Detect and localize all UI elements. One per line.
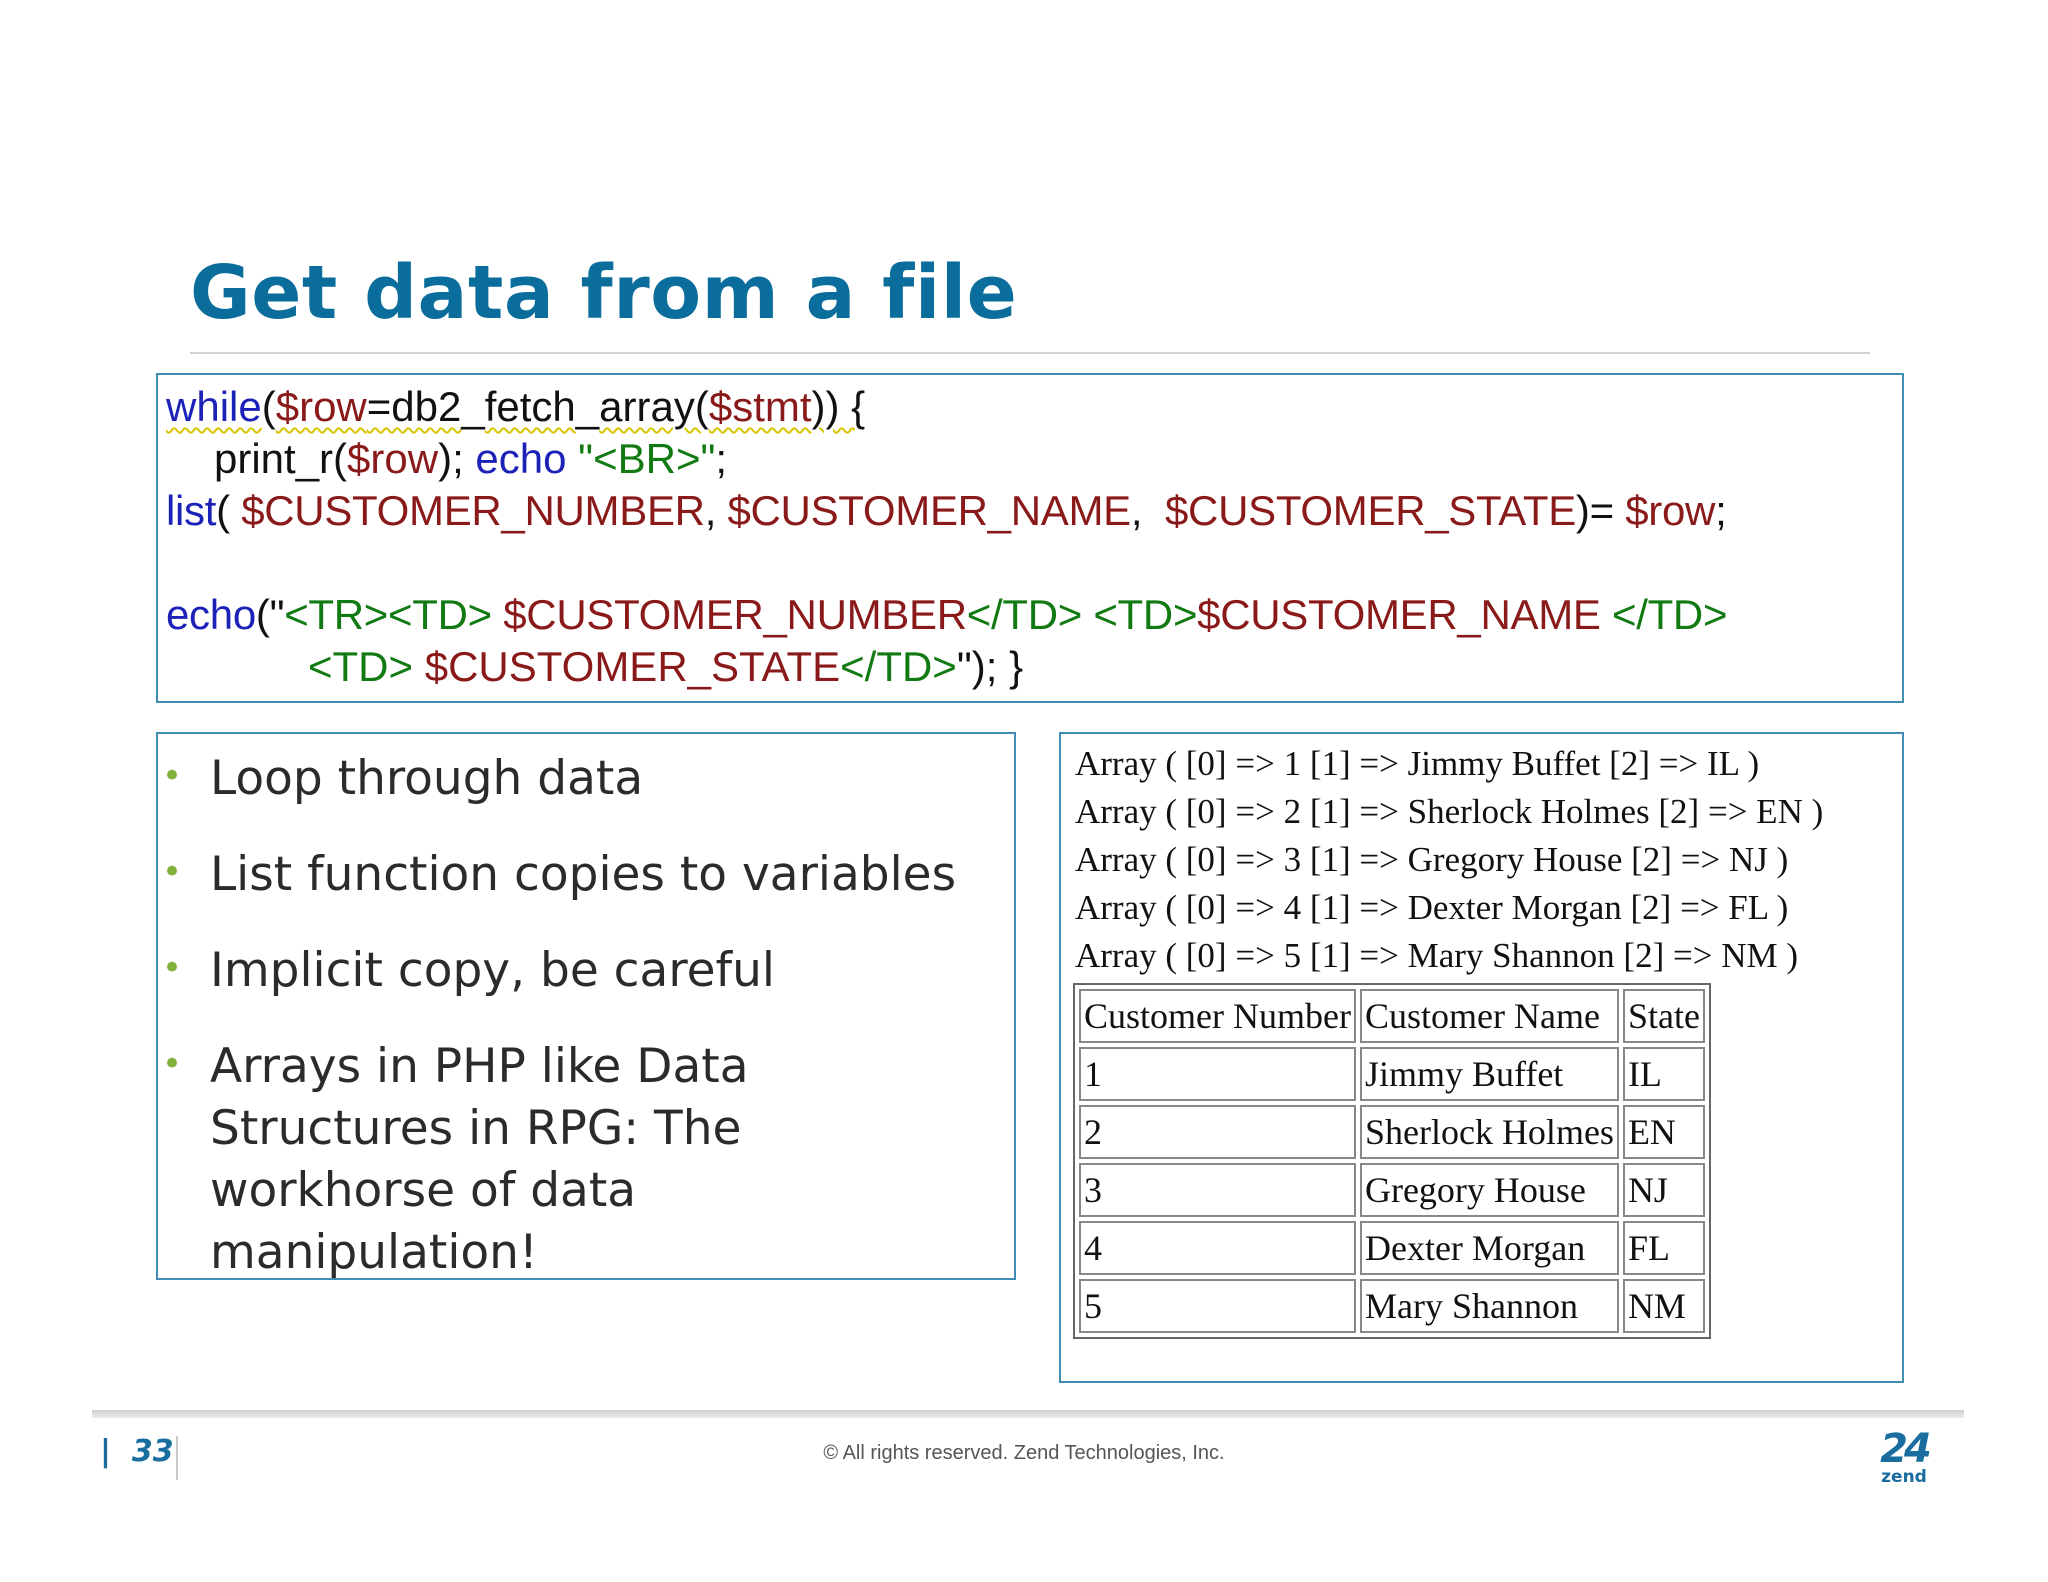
logo-mark: 24	[1880, 1426, 1928, 1472]
code-text: _	[575, 383, 600, 430]
code-text: ,	[704, 487, 728, 534]
code-text: )) {	[811, 383, 866, 430]
code-string: <TR><TD>	[284, 591, 504, 638]
code-variable: $CUSTOMER_STATE	[424, 643, 841, 690]
table-row	[1079, 1047, 1705, 1101]
table-cell: IL	[1623, 1047, 1705, 1101]
table-cell: 3	[1079, 1163, 1356, 1217]
bullet-item	[158, 844, 1004, 906]
code-line-5	[308, 643, 1023, 691]
code-text: _	[461, 383, 485, 430]
code-text: fetch	[484, 383, 576, 430]
code-line-3	[166, 487, 1726, 535]
customer-table	[1073, 983, 1711, 1339]
table-cell: NM	[1623, 1279, 1705, 1333]
array-output-line: Array ( [0] => 5 [1] => Mary Shannon [2] => NM )	[1075, 936, 1799, 975]
bullet-text: Implicit copy, be careful	[210, 943, 775, 998]
array-output-line: Array ( [0] => 2 [1] => Sherlock Holmes [2] => EN )	[1075, 792, 1824, 831]
bullet-item	[158, 1036, 954, 1284]
table-cell: 5	[1079, 1279, 1356, 1333]
table-row	[1079, 1163, 1705, 1217]
table-cell: Gregory House	[1360, 1163, 1619, 1217]
bullet-list	[156, 732, 1016, 1280]
bullet-text: Loop through data	[210, 751, 644, 806]
table-header-cell: Customer Name	[1360, 989, 1619, 1043]
bullet-text: List function copies to variables	[210, 847, 957, 902]
code-line-2	[214, 435, 727, 483]
copyright-notice: © All rights reserved. Zend Technologies, Inc.	[823, 1442, 1225, 1464]
code-text: ,	[1130, 487, 1165, 534]
footer-divider	[92, 1410, 1964, 1418]
code-string: "<BR>"	[566, 435, 716, 482]
table-row	[1079, 1279, 1705, 1333]
code-variable: $CUSTOMER_NUMBER	[241, 487, 705, 534]
code-variable: $CUSTOMER_STATE	[1165, 487, 1576, 534]
table-row	[1079, 1105, 1705, 1159]
array-output-line: Array ( [0] => 1 [1] => Jimmy Buffet [2] => IL )	[1075, 744, 1760, 783]
table-cell: 2	[1079, 1105, 1356, 1159]
table-cell: Mary Shannon	[1360, 1279, 1619, 1333]
code-string: </TD>	[1600, 591, 1728, 638]
logo-text: zend	[1881, 1467, 1927, 1486]
output-panel	[1059, 732, 1904, 1383]
code-text: print_r(	[214, 435, 348, 482]
code-line-4	[166, 591, 1727, 639]
array-output-line: Array ( [0] => 4 [1] => Dexter Morgan [2] => FL )	[1075, 888, 1789, 927]
code-line-1	[166, 383, 865, 431]
table-header-cell: State	[1623, 989, 1705, 1043]
code-variable: $row	[1625, 487, 1716, 534]
code-text: );	[438, 435, 476, 482]
table-cell: Sherlock Holmes	[1360, 1105, 1619, 1159]
code-string: <TD>	[308, 643, 425, 690]
code-text: array(	[599, 383, 709, 430]
table-cell: 4	[1079, 1221, 1356, 1275]
table-header-row	[1079, 989, 1705, 1043]
slide-title: Get data from a file	[190, 250, 1018, 336]
code-variable: $stmt	[708, 383, 812, 430]
bullet-text: Arrays in PHP like Data Structures in RPG: The workhorse of data manipulation!	[210, 1039, 749, 1280]
code-keyword: echo	[475, 435, 567, 482]
code-text: ;	[715, 435, 728, 482]
table-header-cell: Customer Number	[1079, 989, 1356, 1043]
bullet-marker: •	[162, 948, 183, 988]
code-string: </TD>	[840, 643, 957, 690]
code-variable: $CUSTOMER_NUMBER	[503, 591, 967, 638]
table-cell: Dexter Morgan	[1360, 1221, 1619, 1275]
code-variable: $CUSTOMER_NAME	[727, 487, 1131, 534]
code-keyword: while	[166, 383, 262, 430]
table-row	[1079, 1221, 1705, 1275]
table-cell: EN	[1623, 1105, 1705, 1159]
zend-logo	[1874, 1424, 1934, 1486]
code-text: =db2	[366, 383, 462, 430]
code-snippet	[156, 373, 1904, 703]
code-variable: $row	[275, 383, 367, 430]
bullet-item	[158, 748, 1004, 810]
title-divider	[190, 352, 1870, 354]
code-string: </TD> <TD>	[966, 591, 1198, 638]
page-prefix: |	[100, 1434, 111, 1469]
code-text: ;	[1715, 487, 1727, 534]
page-number-value: 33	[131, 1434, 174, 1469]
code-keyword: list	[166, 487, 217, 534]
bullet-item	[158, 940, 1004, 1002]
code-text: (	[216, 487, 242, 534]
code-variable: $CUSTOMER_NAME	[1197, 591, 1601, 638]
table-cell: Jimmy Buffet	[1360, 1047, 1619, 1101]
table-cell: 1	[1079, 1047, 1356, 1101]
code-text: ("	[255, 591, 285, 638]
table-cell: FL	[1623, 1221, 1705, 1275]
array-output-line: Array ( [0] => 3 [1] => Gregory House [2] => NJ )	[1075, 840, 1789, 879]
bullet-marker: •	[162, 756, 183, 796]
code-variable: $row	[347, 435, 439, 482]
code-text: (	[261, 383, 276, 430]
code-text: "); }	[956, 643, 1024, 690]
table-cell: NJ	[1623, 1163, 1705, 1217]
bullet-marker: •	[162, 1044, 183, 1084]
bullet-marker: •	[162, 852, 183, 892]
code-text: )=	[1575, 487, 1626, 534]
code-keyword: echo	[166, 591, 256, 638]
